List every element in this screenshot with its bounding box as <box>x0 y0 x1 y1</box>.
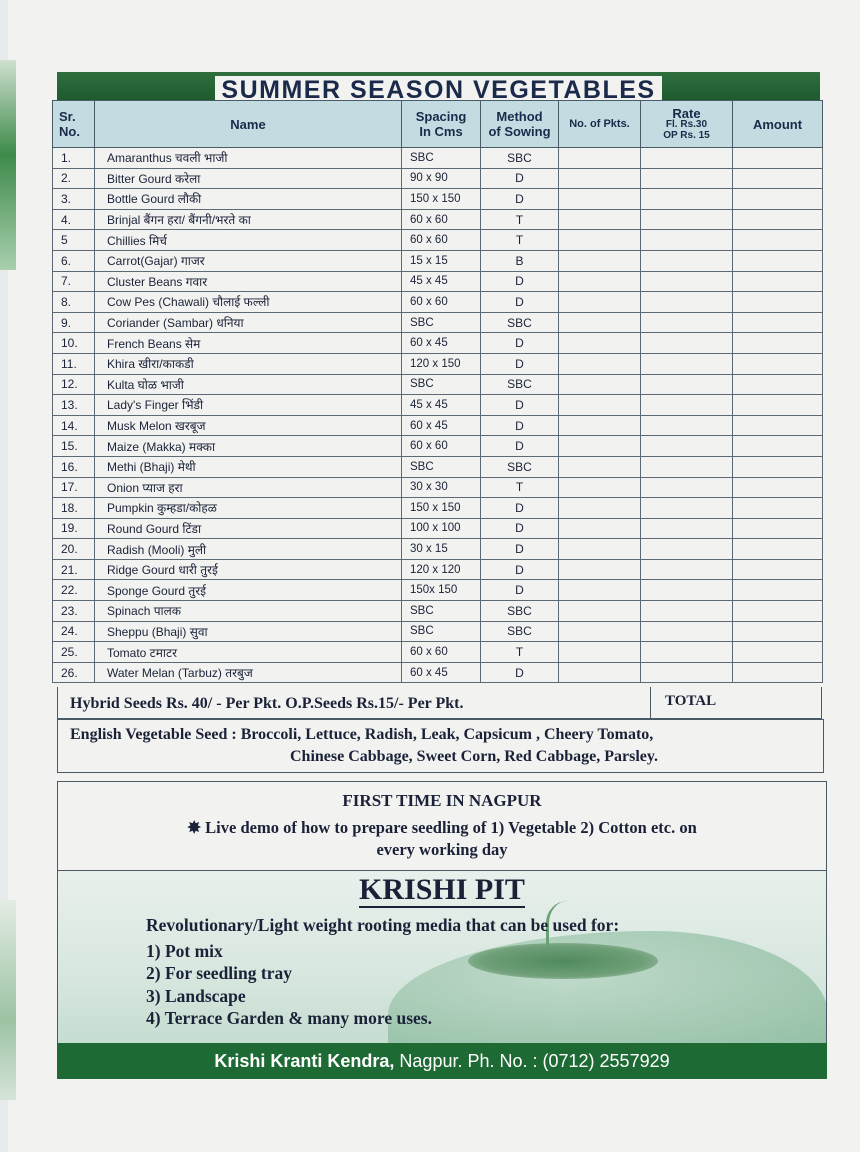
rate-cell <box>641 539 733 560</box>
pkts-cell <box>559 250 641 271</box>
method-cell: D <box>481 292 559 313</box>
spacing-cell: 100 x 100 <box>402 518 481 539</box>
rate-cell <box>641 642 733 663</box>
method-cell: SBC <box>481 601 559 622</box>
rate-cell <box>641 580 733 601</box>
col-header-sr: Sr. No. <box>53 101 95 148</box>
amount-cell <box>733 601 823 622</box>
sr-cell: 19. <box>53 518 95 539</box>
sr-cell: 1. <box>53 148 95 169</box>
method-cell: D <box>481 539 559 560</box>
table-row <box>53 312 823 333</box>
spacing-cell: 45 x 45 <box>402 271 481 292</box>
table-row <box>53 580 823 601</box>
pkts-cell <box>559 395 641 416</box>
name-cell: Coriander (Sambar) धनिया <box>95 312 402 333</box>
rate-cell <box>641 148 733 169</box>
rate-cell <box>641 374 733 395</box>
spacing-cell: SBC <box>402 456 481 477</box>
pkts-cell <box>559 662 641 683</box>
sr-cell: 9. <box>53 312 95 333</box>
amount-cell <box>733 539 823 560</box>
table-row <box>53 662 823 683</box>
spacing-cell: 120 x 120 <box>402 559 481 580</box>
rate-cell <box>641 292 733 313</box>
pkts-cell <box>559 477 641 498</box>
pkts-cell <box>559 209 641 230</box>
rate-cell <box>641 189 733 210</box>
sr-cell: 6. <box>53 250 95 271</box>
name-cell: Pumpkin कुम्हडा/कोहळ <box>95 498 402 519</box>
sr-cell: 21. <box>53 559 95 580</box>
method-cell: D <box>481 436 559 457</box>
total-label: TOTAL <box>665 693 717 709</box>
amount-cell <box>733 580 823 601</box>
spacing-cell: 150 x 150 <box>402 189 481 210</box>
table-row <box>53 601 823 622</box>
sr-cell: 14. <box>53 415 95 436</box>
rate-cell <box>641 333 733 354</box>
rate-cell <box>641 209 733 230</box>
page-title: SUMMER SEASON VEGETABLES <box>57 72 820 100</box>
name-cell: Tomato टमाटर <box>95 642 402 663</box>
pkts-cell <box>559 292 641 313</box>
table-row <box>53 395 823 416</box>
name-cell: Round Gourd टिंडा <box>95 518 402 539</box>
name-cell: Carrot(Gajar) गाजर <box>95 250 402 271</box>
first-time-title: FIRST TIME IN NAGPUR <box>342 791 542 810</box>
amount-cell <box>733 148 823 169</box>
pkts-cell <box>559 148 641 169</box>
spacing-cell: 60 x 45 <box>402 415 481 436</box>
pkts-cell <box>559 415 641 436</box>
method-cell: SBC <box>481 148 559 169</box>
amount-cell <box>733 353 823 374</box>
method-cell: T <box>481 230 559 251</box>
krishi-pit-title: KRISHI PIT <box>359 873 525 906</box>
name-cell: Maize (Makka) मक्का <box>95 436 402 457</box>
pkts-cell <box>559 559 641 580</box>
name-cell: Sheppu (Bhaji) सुवा <box>95 621 402 642</box>
name-cell: French Beans सेम <box>95 333 402 354</box>
table-row <box>53 415 823 436</box>
spacing-cell: 60 x 45 <box>402 662 481 683</box>
rate-cell <box>641 662 733 683</box>
table-row <box>53 642 823 663</box>
table-row <box>53 292 823 313</box>
method-cell: D <box>481 415 559 436</box>
krishi-pit-subtitle: Revolutionary/Light weight rooting media that can be used for: <box>146 915 620 935</box>
col-header-name: Name <box>95 101 402 148</box>
method-cell: SBC <box>481 312 559 333</box>
pkts-cell <box>559 539 641 560</box>
col-header-method: Method of Sowing <box>481 101 559 148</box>
method-cell: SBC <box>481 374 559 395</box>
pkts-cell <box>559 333 641 354</box>
rate-cell <box>641 498 733 519</box>
method-cell: D <box>481 353 559 374</box>
table-row <box>53 436 823 457</box>
pkts-cell <box>559 271 641 292</box>
sr-cell: 7. <box>53 271 95 292</box>
spacing-cell: 15 x 15 <box>402 250 481 271</box>
amount-cell <box>733 642 823 663</box>
name-cell: Khira खीरा/काकडी <box>95 353 402 374</box>
sr-cell: 15. <box>53 436 95 457</box>
rate-cell <box>641 518 733 539</box>
krishi-pit-box <box>57 870 827 1044</box>
sr-cell: 2. <box>53 168 95 189</box>
method-cell: D <box>481 271 559 292</box>
spacing-cell: SBC <box>402 148 481 169</box>
vegetable-table <box>52 100 823 683</box>
col-header-spacing: Spacing In Cms <box>402 101 481 148</box>
sr-cell: 4. <box>53 209 95 230</box>
spacing-cell: 60 x 45 <box>402 333 481 354</box>
leaf-decoration-lower <box>0 900 16 1100</box>
spacing-cell: SBC <box>402 601 481 622</box>
rate-cell <box>641 168 733 189</box>
pkts-cell <box>559 601 641 622</box>
first-time-line-2: every working day <box>376 840 508 859</box>
name-cell: Sponge Gourd तुरई <box>95 580 402 601</box>
rate-cell <box>641 436 733 457</box>
amount-cell <box>733 374 823 395</box>
rate-cell <box>641 456 733 477</box>
spacing-cell: 120 x 150 <box>402 353 481 374</box>
sr-cell: 11. <box>53 353 95 374</box>
method-cell: D <box>481 518 559 539</box>
name-cell: Spinach पालक <box>95 601 402 622</box>
table-row <box>53 374 823 395</box>
table-row <box>53 621 823 642</box>
name-cell: Cluster Beans गवार <box>95 271 402 292</box>
rate-cell <box>641 621 733 642</box>
method-cell: SBC <box>481 456 559 477</box>
method-cell: T <box>481 642 559 663</box>
english-seed-box <box>57 719 824 773</box>
rate-cell <box>641 230 733 251</box>
amount-cell <box>733 559 823 580</box>
sr-cell: 5 <box>53 230 95 251</box>
pkts-cell <box>559 353 641 374</box>
amount-cell <box>733 498 823 519</box>
sr-cell: 23. <box>53 601 95 622</box>
method-cell: D <box>481 662 559 683</box>
amount-cell <box>733 333 823 354</box>
method-cell: T <box>481 477 559 498</box>
name-cell: Ridge Gourd धारी तुरई <box>95 559 402 580</box>
pkts-cell <box>559 456 641 477</box>
method-cell: D <box>481 189 559 210</box>
amount-cell <box>733 395 823 416</box>
use-item: 1) Pot mix <box>146 941 223 961</box>
method-cell: D <box>481 395 559 416</box>
pkts-cell <box>559 518 641 539</box>
sr-cell: 10. <box>53 333 95 354</box>
pkts-cell <box>559 580 641 601</box>
method-cell: B <box>481 250 559 271</box>
pkts-cell <box>559 621 641 642</box>
pkts-cell <box>559 312 641 333</box>
amount-cell <box>733 621 823 642</box>
amount-cell <box>733 168 823 189</box>
rate-cell <box>641 415 733 436</box>
table-row <box>53 168 823 189</box>
name-cell: Lady's Finger भिंडी <box>95 395 402 416</box>
amount-cell <box>733 312 823 333</box>
rate-cell <box>641 477 733 498</box>
sr-cell: 17. <box>53 477 95 498</box>
name-cell: Water Melan (Tarbuz) तरबुज <box>95 662 402 683</box>
table-row <box>53 559 823 580</box>
sr-cell: 26. <box>53 662 95 683</box>
rate-cell <box>641 395 733 416</box>
footer-contact-bar <box>57 1043 827 1079</box>
rate-cell <box>641 559 733 580</box>
name-cell: Musk Melon खरबूज <box>95 415 402 436</box>
english-seed-line-2: Chinese Cabbage, Sweet Corn, Red Cabbage, Parsley. <box>290 748 658 765</box>
spacing-cell: SBC <box>402 312 481 333</box>
pkts-cell <box>559 189 641 210</box>
name-cell: Bitter Gourd करेला <box>95 168 402 189</box>
col-header-rate: Rate Fl. Rs.30 OP Rs. 15 <box>641 101 733 148</box>
amount-cell <box>733 189 823 210</box>
use-item: 3) Landscape <box>146 986 246 1006</box>
table-row <box>53 477 823 498</box>
sr-cell: 24. <box>53 621 95 642</box>
spacing-cell: SBC <box>402 621 481 642</box>
method-cell: D <box>481 168 559 189</box>
pkts-cell <box>559 642 641 663</box>
spacing-cell: 60 x 60 <box>402 292 481 313</box>
name-cell: Radish (Mooli) मुली <box>95 539 402 560</box>
spacing-cell: 90 x 90 <box>402 168 481 189</box>
name-cell: Cow Pes (Chawali) चौलाई फल्ली <box>95 292 402 313</box>
table-body <box>53 148 823 683</box>
spacing-cell: 30 x 30 <box>402 477 481 498</box>
amount-cell <box>733 271 823 292</box>
name-cell: Bottle Gourd लौकी <box>95 189 402 210</box>
table-row <box>53 456 823 477</box>
method-cell: T <box>481 209 559 230</box>
amount-cell <box>733 662 823 683</box>
sr-cell: 13. <box>53 395 95 416</box>
footer-business-name: Krishi Kranti Kendra, <box>214 1051 395 1071</box>
total-cell <box>650 687 823 718</box>
first-time-box <box>57 781 827 871</box>
sr-cell: 3. <box>53 189 95 210</box>
sr-cell: 20. <box>53 539 95 560</box>
spacing-cell: 60 x 60 <box>402 230 481 251</box>
table-header-row <box>53 101 823 148</box>
table-row <box>53 518 823 539</box>
spacing-cell: 30 x 15 <box>402 539 481 560</box>
table-row <box>53 189 823 210</box>
table-row <box>53 271 823 292</box>
sr-cell: 18. <box>53 498 95 519</box>
spacing-cell: SBC <box>402 374 481 395</box>
footer-phone: Nagpur. Ph. No. : (0712) 2557929 <box>394 1051 670 1071</box>
method-cell: D <box>481 580 559 601</box>
rate-cell <box>641 353 733 374</box>
method-cell: D <box>481 559 559 580</box>
spacing-cell: 60 x 60 <box>402 436 481 457</box>
name-cell: Amaranthus चवली भाजी <box>95 148 402 169</box>
sr-cell: 8. <box>53 292 95 313</box>
table-row <box>53 539 823 560</box>
table-row <box>53 230 823 251</box>
spacing-cell: 60 x 60 <box>402 642 481 663</box>
hybrid-price-text: Hybrid Seeds Rs. 40/ - Per Pkt. O.P.Seeds Rs.15/- Per Pkt. <box>70 695 464 712</box>
method-cell: D <box>481 498 559 519</box>
name-cell: Brinjal बैंगन हरा/ बैंगनी/भरते का <box>95 209 402 230</box>
method-cell: SBC <box>481 621 559 642</box>
rate-cell <box>641 601 733 622</box>
pkts-cell <box>559 374 641 395</box>
name-cell: Onion प्याज हरा <box>95 477 402 498</box>
spacing-cell: 45 x 45 <box>402 395 481 416</box>
pkts-cell <box>559 498 641 519</box>
rate-cell <box>641 312 733 333</box>
amount-cell <box>733 415 823 436</box>
soil-image <box>468 943 658 979</box>
table-row <box>53 209 823 230</box>
first-time-line-1: ✸ Live demo of how to prepare seedling of 1) Vegetable 2) Cotton etc. on <box>187 818 697 837</box>
amount-cell <box>733 230 823 251</box>
table-row <box>53 353 823 374</box>
sr-cell: 12. <box>53 374 95 395</box>
amount-cell <box>733 250 823 271</box>
amount-cell <box>733 292 823 313</box>
use-item: 2) For seedling tray <box>146 963 292 983</box>
amount-cell <box>733 518 823 539</box>
name-cell: Kulta घोळ भाजी <box>95 374 402 395</box>
name-cell: Methi (Bhaji) मेथी <box>95 456 402 477</box>
table-row <box>53 250 823 271</box>
english-seed-line-1: English Vegetable Seed : Broccoli, Lettuce, Radish, Leak, Capsicum , Cheery Tomato, <box>70 726 654 743</box>
col-header-pkts: No. of Pkts. <box>559 101 641 148</box>
leaf-decoration <box>0 60 16 270</box>
hybrid-price-row <box>57 687 822 719</box>
table-row <box>53 333 823 354</box>
spacing-cell: 150x 150 <box>402 580 481 601</box>
col-header-amount: Amount <box>733 101 823 148</box>
amount-cell <box>733 456 823 477</box>
name-cell: Chillies मिर्च <box>95 230 402 251</box>
sr-cell: 16. <box>53 456 95 477</box>
spacing-cell: 150 x 150 <box>402 498 481 519</box>
amount-cell <box>733 209 823 230</box>
pkts-cell <box>559 230 641 251</box>
amount-cell <box>733 477 823 498</box>
table-row <box>53 498 823 519</box>
pkts-cell <box>559 168 641 189</box>
sr-cell: 25. <box>53 642 95 663</box>
sr-cell: 22. <box>53 580 95 601</box>
table-row <box>53 148 823 169</box>
rate-cell <box>641 271 733 292</box>
amount-cell <box>733 436 823 457</box>
use-item: 4) Terrace Garden & many more uses. <box>146 1008 432 1028</box>
spacing-cell: 60 x 60 <box>402 209 481 230</box>
pkts-cell <box>559 436 641 457</box>
method-cell: D <box>481 333 559 354</box>
rate-cell <box>641 250 733 271</box>
